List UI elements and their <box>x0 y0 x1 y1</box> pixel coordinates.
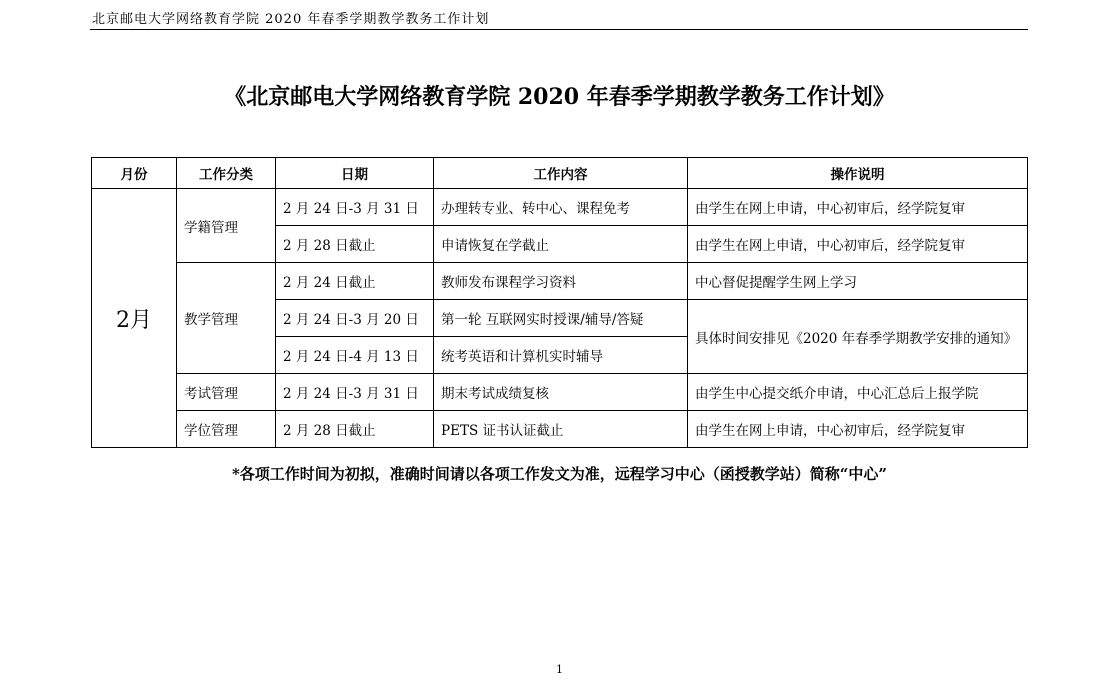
content-cell: 申请恢复在学截止 <box>434 226 688 263</box>
header-rule <box>90 29 1028 30</box>
note-cell: 由学生在网上申请，中心初审后，经学院复审 <box>688 189 1028 226</box>
content-cell: 办理转专业、转中心、课程免考 <box>434 189 688 226</box>
note-cell: 由学生在网上申请，中心初审后，经学院复审 <box>688 411 1028 448</box>
running-header: 北京邮电大学网络教育学院 2020 年春季学期教学教务工作计划 <box>92 12 490 27</box>
table-row <box>92 411 1028 448</box>
content-cell: 统考英语和计算机实时辅导 <box>434 337 688 374</box>
note-cell: 由学生中心提交纸介申请，中心汇总后上报学院 <box>688 374 1028 411</box>
date-cell: 2 月 24 日-3 月 31 日 <box>276 189 434 226</box>
category-cell: 考试管理 <box>177 374 276 411</box>
date-cell: 2 月 28 日截止 <box>276 411 434 448</box>
date-cell: 2 月 24 日截止 <box>276 263 434 300</box>
month-cell: 2月 <box>92 189 177 448</box>
content-cell: 教师发布课程学习资料 <box>434 263 688 300</box>
date-cell: 2 月 24 日-3 月 20 日 <box>276 300 434 337</box>
column-header-category: 工作分类 <box>177 158 276 189</box>
column-header-month: 月份 <box>92 158 177 189</box>
page-number: 1 <box>556 663 563 676</box>
table-header-row <box>92 158 1028 189</box>
note-cell: 具体时间安排见《2020 年春季学期教学安排的通知》 <box>688 300 1028 374</box>
content-cell: 第一轮 互联网实时授课/辅导/答疑 <box>434 300 688 337</box>
column-header-content: 工作内容 <box>434 158 688 189</box>
table-row <box>92 263 1028 300</box>
date-cell: 2 月 24 日-3 月 31 日 <box>276 374 434 411</box>
column-header-date: 日期 <box>276 158 434 189</box>
content-cell: 期末考试成绩复核 <box>434 374 688 411</box>
date-cell: 2 月 28 日截止 <box>276 226 434 263</box>
table-row <box>92 374 1028 411</box>
footnote: *各项工作时间为初拟，准确时间请以各项工作发文为准，远程学习中心（函授教学站）简称“中心” <box>231 465 888 483</box>
work-plan-table <box>91 157 1028 448</box>
category-cell: 学位管理 <box>177 411 276 448</box>
content-cell: PETS 证书认证截止 <box>434 411 688 448</box>
category-cell: 学籍管理 <box>177 189 276 263</box>
column-header-note: 操作说明 <box>688 158 1028 189</box>
table-row <box>92 189 1028 226</box>
category-cell: 教学管理 <box>177 263 276 374</box>
document-title: 《北京邮电大学网络教育学院 2020 年春季学期教学教务工作计划》 <box>224 84 895 110</box>
note-cell: 中心督促提醒学生网上学习 <box>688 263 1028 300</box>
note-cell: 由学生在网上申请，中心初审后，经学院复审 <box>688 226 1028 263</box>
date-cell: 2 月 24 日-4 月 13 日 <box>276 337 434 374</box>
